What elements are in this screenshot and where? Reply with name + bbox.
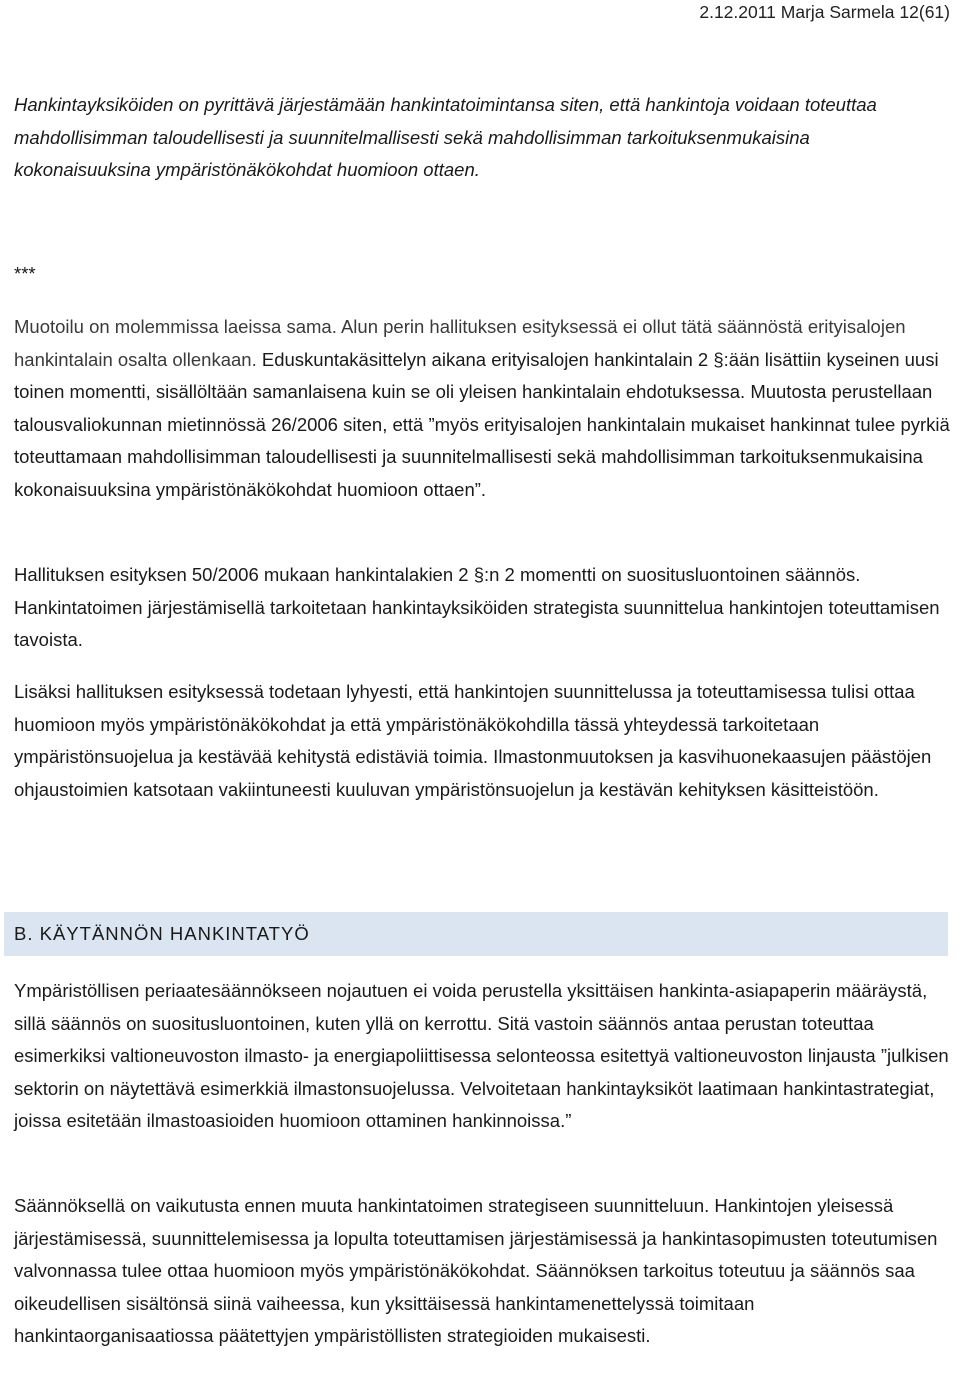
- muotoilu-body-text: Eduskuntakäsittelyn aikana erityisalojen hankintalain 2 §:ään lisättiin kyseinen uusi toinen momentti, sisällöltään samanlaisena kuin se oli yleisen hankintalain ehdotuksessa. Muutosta perustellaan talousvaliokunnan mietinnössä 26/2006 siten, että ”myös erityisalojen hankintalain mukaiset hankinnat tulee pyrkiä toteuttamaan mahdollisimman taloudellisesti ja suunnitelmallisesti sekä mahdollisimman tarkoituksenmukaisina kokonaisuuksina ympäristönäkökohdat huomioon ottaen”.: [14, 348, 950, 500]
- running-header: 2.12.2011 Marja Sarmela 12(61): [699, 2, 950, 22]
- intro-paragraph: Hankintayksiköiden on pyrittävä järjestämään hankintatoimintansa siten, että hankintoja voidaan toteuttaa mahdollisimman taloudellisesti ja suunnitelmallisesti sekä mahdollisimman tarkoituksenmukaisina kokonaisuuksina ympäristönäkökohdat huomioon ottaen.: [14, 94, 877, 181]
- section-b-heading: B. KÄYTÄNNÖN HANKINTATYÖ: [4, 912, 948, 956]
- lisaksi-paragraph: Lisäksi hallituksen esityksessä todetaan lyhyesti, että hankintojen suunnittelussa ja toteuttamisessa tulisi ottaa huomioon myös ympäristönäkökohdat ja että ympäristönäkökohdilla tässä yhteydessä tarkoitetaan ympäristönsuojelua ja kestävää kehitystä edistäviä toimia. Ilmastonmuutoksen ja kasvihuonekaasujen päästöjen ohjaustoimien katsotaan vakiintuneesti kuuluvan ympäristönsuojelun ja kestävän kehityksen käsitteistöön.: [14, 681, 932, 800]
- saannoksella-paragraph: Säännöksellä on vaikutusta ennen muuta hankintatoimen strategiseen suunnitteluun. Hankintojen yleisessä järjestämisessä, suunnittelemisessa ja lopulta toteuttamisen järjestämisessä ja hankintasopimusten toteutumisen valvonnassa tulee ottaa huomioon myös ympäristönäkökohdat. Säännöksen tarkoitus toteutuu ja säännös saa oikeudellisen sisältönsä siinä vaiheessa, kun yksittäisessä hankintamenettelyssä toimitaan hankintaorganisaatiossa päätettyjen ympäristöllisten strategioiden mukaisesti.: [14, 1195, 938, 1347]
- muotoilu-paragraph: [14, 311, 950, 507]
- ymparistollisen-paragraph: Ympäristöllisen periaatesäännökseen nojautuen ei voida perustella yksittäisen hankinta-asiapaperin määräystä, sillä säännös on suositusluontoinen, kuten yllä on kerrottu. Sitä vastoin säännös antaa perustan toteuttaa esimerkiksi valtioneuvoston ilmasto- ja energiapoliittisessa selonteossa esitettyä valtioneuvoston linjausta ”julkisen sektorin on näytettävä esimerkkiä ilmastonsuojelussa. Velvoitetaan hankintayksiköt laatimaan hankintastrategiat, joissa esitetään ilmastoasioiden huomioon ottaminen hankinnoissa.”: [14, 980, 949, 1132]
- muotoilu-lead-text: Muotoilu on molemmissa laeissa sama. Alun perin hallituksen esityksessä ei ollut tätä säännöstä erityisalojen hankintalain osalta ollenkaan.: [14, 316, 906, 370]
- section-separator: ***: [14, 263, 36, 284]
- hallituksen-paragraph: Hallituksen esityksen 50/2006 mukaan hankintalakien 2 §:n 2 momentti on suositusluontoinen säännös. Hankintatoimen järjestämisellä tarkoitetaan hankintayksiköiden strategista suunnittelua hankintojen toteuttamisen tavoista.: [14, 564, 940, 651]
